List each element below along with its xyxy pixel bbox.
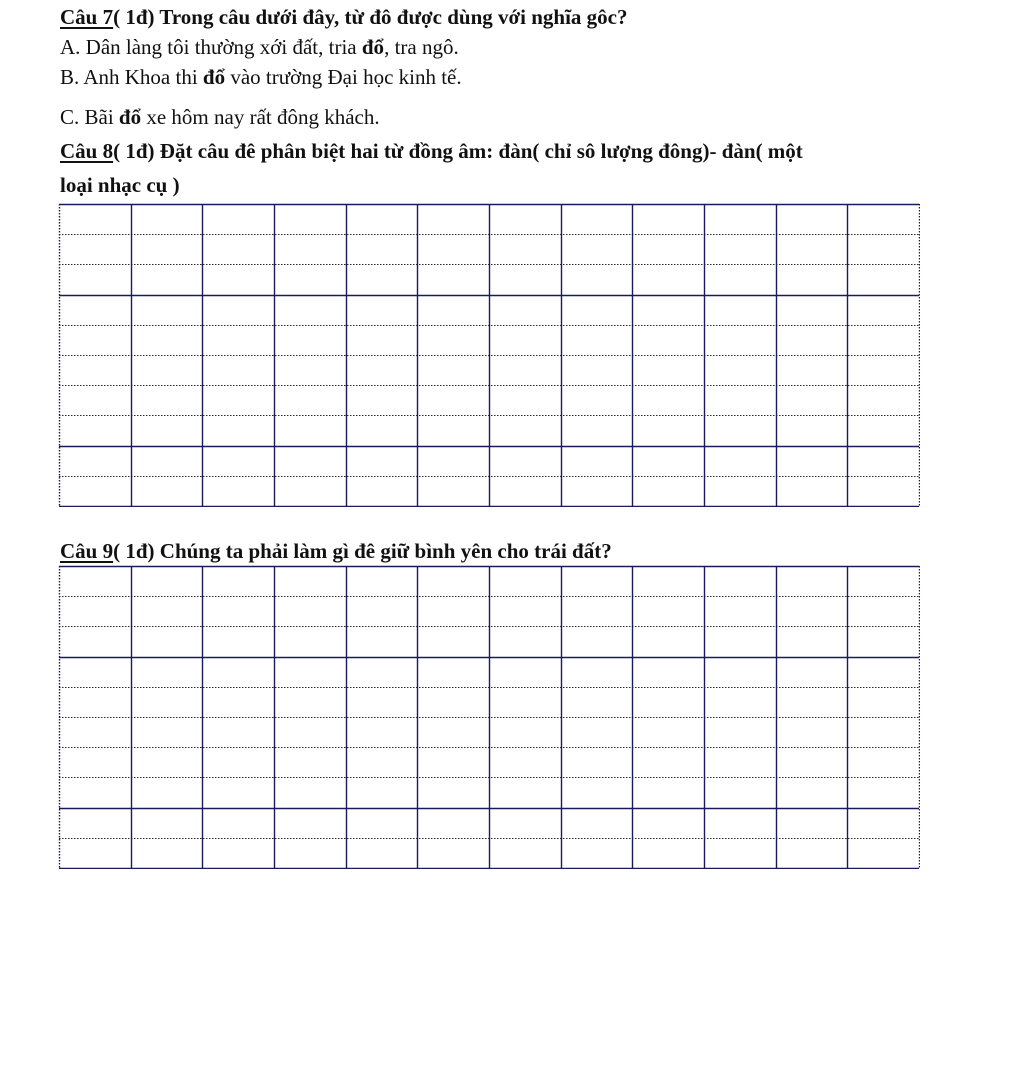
q7-number: Câu 7	[60, 5, 114, 29]
q7-option-a	[60, 34, 459, 60]
q8-prompt-line2: loại nhạc cụ )	[60, 173, 180, 197]
q7-option-c-text: C. Bãi	[60, 105, 119, 129]
q7-option-b-tail: vào trường Đại học kinh tế.	[225, 65, 462, 89]
q8-answer-grid[interactable]	[58, 203, 920, 508]
q7-option-a-text: A. Dân làng tôi thường xới đất, tria	[60, 35, 362, 59]
q7-prompt: Trong câu dưới đây, từ đô được dùng với nghĩa gôc?	[154, 5, 628, 29]
q9-points: ( 1đ)	[113, 539, 155, 563]
q9-answer-grid[interactable]	[58, 565, 920, 870]
q7-option-b-text: B. Anh Khoa thi	[60, 65, 203, 89]
q7-option-c	[60, 104, 380, 130]
q7-heading	[60, 4, 628, 30]
grid-lines	[58, 203, 920, 507]
q7-option-a-word: đổ	[361, 35, 385, 59]
grid-lines	[58, 565, 920, 869]
q8-points: ( 1đ)	[113, 139, 155, 163]
q7-option-a-tail: , tra ngô.	[384, 35, 459, 59]
q7-points: ( 1đ)	[113, 5, 155, 29]
q8-prompt-line1: Đặt câu đê phân biệt hai từ đồng âm: đàn( chỉ sô lượng đông)- đàn( một	[154, 139, 803, 163]
q8-heading	[60, 138, 803, 164]
q9-prompt: Chúng ta phải làm gì đê giữ bình yên cho trái đất?	[154, 539, 612, 563]
q7-option-c-word: đổ	[118, 105, 142, 129]
q8-number: Câu 8	[60, 139, 114, 163]
q9-number: Câu 9	[60, 539, 114, 563]
q7-option-c-tail: xe hôm nay rất đông khách.	[141, 105, 380, 129]
q8-heading-cont	[60, 172, 180, 198]
q7-option-b-word: đổ	[202, 65, 226, 89]
q7-option-b	[60, 64, 462, 90]
q9-heading	[60, 538, 612, 564]
